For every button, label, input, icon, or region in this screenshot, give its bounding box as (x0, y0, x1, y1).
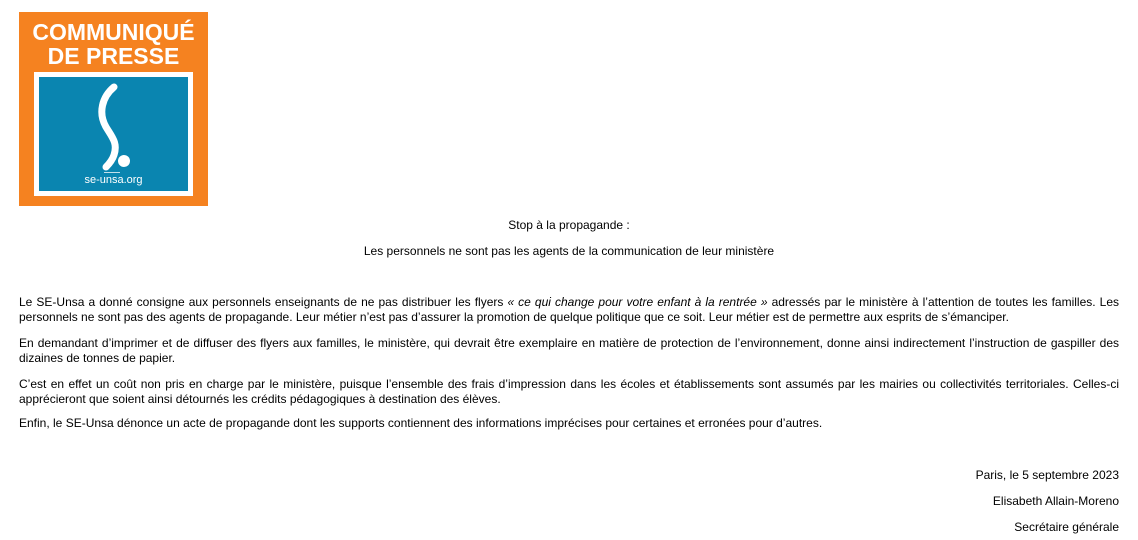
paragraph-4: Enfin, le SE-Unsa dénonce un acte de propagande dont les supports contiennent des informations imprécises pour certaines et erronées pour d’autres. (19, 416, 823, 430)
logo-title-line-2: DE PRESSE (47, 43, 180, 69)
signature-name: Elisabeth Allain-Moreno (992, 494, 1119, 508)
paragraph-1-start: Le SE-Unsa a donné consigne aux personnels enseignants de ne pas distribuer les flyers (19, 295, 508, 309)
signature-place-date: Paris, le 5 septembre 2023 (975, 468, 1119, 482)
logo-blue-box (39, 77, 188, 191)
paragraph-1 (19, 295, 1119, 325)
signature-role: Secrétaire générale (1014, 520, 1119, 534)
paragraph-2: En demandant d’imprimer et de diffuser des flyers aux familles, le ministère, qui devrait être exemplaire en matière de protection de l’environnement, donne ainsi indirectement l’instruction de gaspiller des dizaines de tonnes de papier. (19, 336, 1119, 365)
logo-title-line-1: COMMUNIQUÉ (32, 19, 195, 45)
paragraph-1-quote: « ce qui change pour votre enfant à la rentrée » (507, 295, 768, 309)
page-title: Stop à la propagande : (508, 218, 630, 232)
press-release-logo (19, 12, 208, 206)
paragraph-3: C’est en effet un coût non pris en charge par le ministère, puisque l’ensemble des frais d’impression dans les écoles et établissements sont assumés par les mairies ou collectivités territoriales. Celles-ci apprécieront que soient ainsi détournés les crédits pédagogiques à destination des élèves. (19, 377, 1119, 406)
paragraph-1-end: adressés par le ministère à l’attention de toutes les familles. Les personnels ne sont pas des agents de propagande. Leur métier n’est pas d’assurer la promotion de quelque politique que ce soit. Leur métier est de permettre aux esprits de s’émanciper. (19, 295, 1120, 324)
page-subtitle: Les personnels ne sont pas les agents de la communication de leur ministère (363, 244, 775, 258)
logo-panel (34, 72, 193, 196)
logo-url: se-unsa.org (84, 174, 143, 186)
se-unsa-s-glyph-icon (84, 83, 144, 173)
